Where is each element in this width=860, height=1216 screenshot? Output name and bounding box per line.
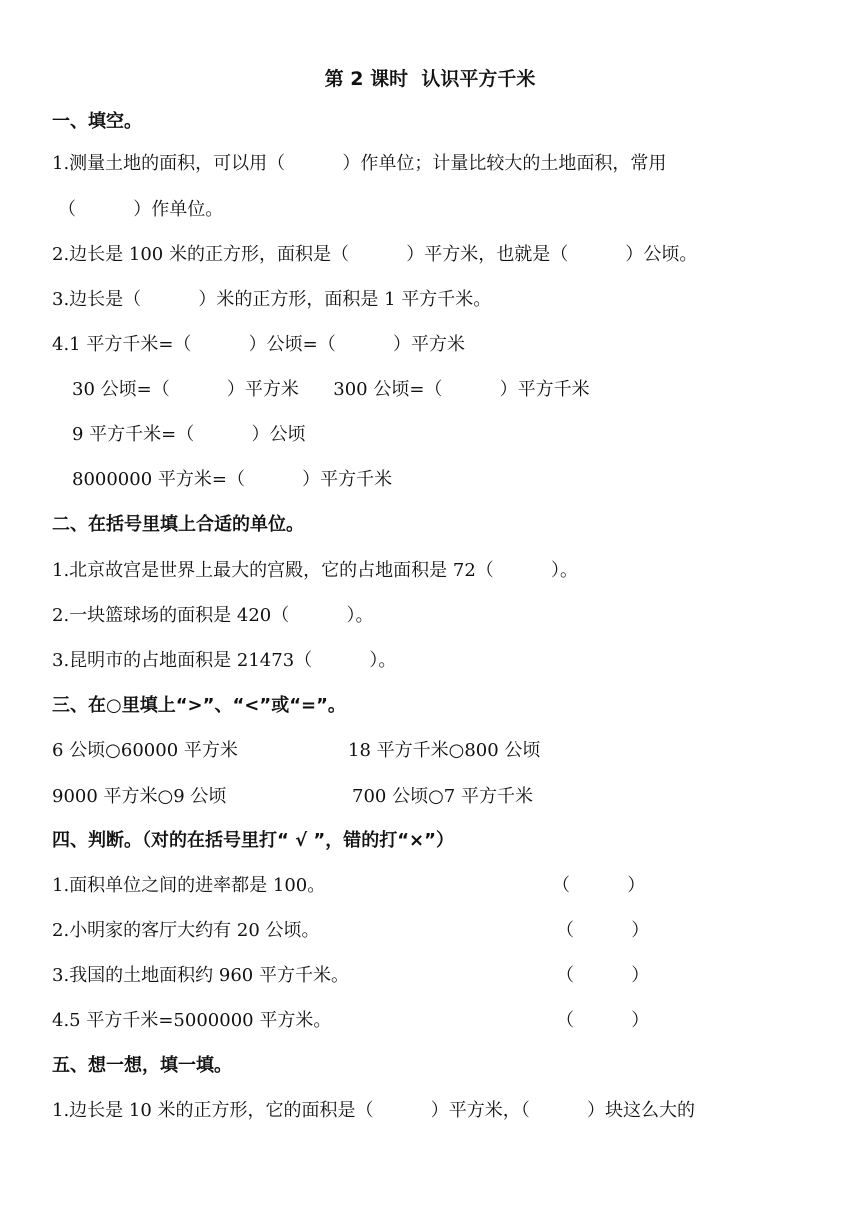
s4-item-1-paren: （ ） xyxy=(552,875,646,896)
s1-q4-line2: 30 公顷=（ ）平方米 300 公顷=（ ）平方千米 xyxy=(72,379,590,400)
s2-q3: 3.昆明市的占地面积是 21473（ ）。 xyxy=(52,650,397,671)
s4-item-4-paren: （ ） xyxy=(556,1010,650,1031)
s4-item-2: 2.小明家的客厅大约有 20 公顷。 xyxy=(52,920,320,941)
s5-q1-line1: 1.边长是 10 米的正方形，它的面积是（ ）平方米，（ ）块这么大的 xyxy=(52,1100,695,1121)
s1-q4-line1: 4.1 平方千米=（ ）公顷=（ ）平方米 xyxy=(52,334,465,355)
s3-row2-right: 700 公顷○7 平方千米 xyxy=(352,786,533,807)
s1-q3: 3.边长是（ ）米的正方形，面积是 1 平方千米。 xyxy=(52,289,492,310)
s1-q2: 2.边长是 100 米的正方形，面积是（ ）平方米，也就是（ ）公顷。 xyxy=(52,244,698,265)
s2-q1: 1.北京故宫是世界上最大的宫殿，它的占地面积是 72（ ）。 xyxy=(52,560,579,581)
section3-heading: 三、在○里填上“>”、“<”或“=”。 xyxy=(52,695,346,716)
page-title: 第 2 课时 认识平方千米 xyxy=(324,68,536,90)
s4-item-3-paren: （ ） xyxy=(556,965,650,986)
s1-q4-line4: 8000000 平方米=（ ）平方千米 xyxy=(72,469,393,490)
s4-item-2-paren: （ ） xyxy=(556,920,650,941)
s1-q1-line1: 1.测量土地的面积，可以用（ ）作单位；计量比较大的土地面积，常用 xyxy=(52,153,667,174)
section1-heading: 一、填空。 xyxy=(52,111,142,132)
section4-heading: 四、判断。（对的在括号里打“ √ ”，错的打“×”） xyxy=(52,830,454,851)
s3-row2-left: 9000 平方米○9 公顷 xyxy=(52,786,227,807)
s3-row1-left: 6 公顷○60000 平方米 xyxy=(52,740,238,761)
s1-q1-line2: （ ）作单位。 xyxy=(58,199,224,220)
s4-item-3: 3.我国的土地面积约 960 平方千米。 xyxy=(52,965,349,986)
s2-q2: 2.一块篮球场的面积是 420（ ）。 xyxy=(52,605,374,626)
section5-heading: 五、想一想，填一填。 xyxy=(52,1055,232,1076)
s3-row1-right: 18 平方千米○800 公顷 xyxy=(348,740,541,761)
section2-heading: 二、在括号里填上合适的单位。 xyxy=(52,514,304,535)
s4-item-1: 1.面积单位之间的进率都是 100。 xyxy=(52,875,326,896)
s4-item-4: 4.5 平方千米=5000000 平方米。 xyxy=(52,1010,332,1031)
s1-q4-line3: 9 平方千米=（ ）公顷 xyxy=(72,424,306,445)
